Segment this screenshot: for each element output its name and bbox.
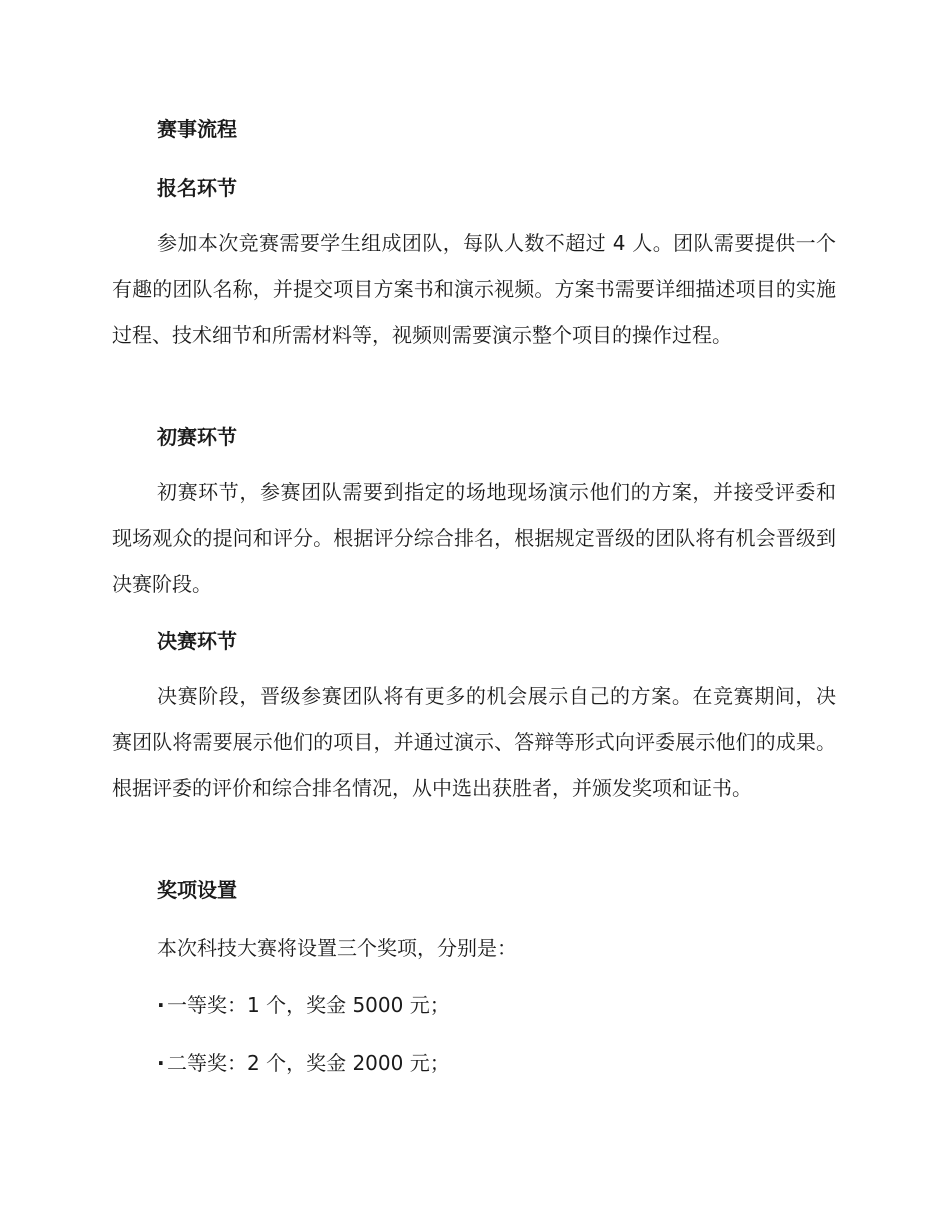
bullet-marker: · bbox=[157, 993, 165, 1017]
award-item-text: 一等奖：1 个，奖金 5000 元； bbox=[167, 993, 450, 1017]
awards-heading: 奖项设置 bbox=[157, 878, 237, 902]
final-heading: 决赛环节 bbox=[157, 629, 237, 653]
registration-heading: 报名环节 bbox=[157, 176, 237, 200]
bullet-marker: · bbox=[157, 1051, 165, 1075]
process-heading: 赛事流程 bbox=[157, 117, 237, 141]
award-item-first bbox=[157, 993, 450, 1017]
final-paragraph: 决赛阶段，晋级参赛团队将有更多的机会展示自己的方案。在竞赛期间，决赛团队将需要展示他们的项目，并通过演示、答辩等形式向评委展示他们的成果。根据评委的评价和综合排名情况，从中选出获胜者，并颁发奖项和证书。 bbox=[112, 684, 836, 800]
award-item-text: 二等奖：2 个，奖金 2000 元； bbox=[167, 1051, 450, 1075]
preliminary-heading: 初赛环节 bbox=[157, 425, 237, 449]
award-item-second bbox=[157, 1051, 450, 1075]
preliminary-paragraph: 初赛环节，参赛团队需要到指定的场地现场演示他们的方案，并接受评委和现场观众的提问和评分。根据评分综合排名，根据规定晋级的团队将有机会晋级到决赛阶段。 bbox=[112, 480, 836, 596]
registration-paragraph: 参加本次竞赛需要学生组成团队，每队人数不超过 4 人。团队需要提供一个有趣的团队名称，并提交项目方案书和演示视频。方案书需要详细描述项目的实施过程、技术细节和所需材料等，视频则需要演示整个项目的操作过程。 bbox=[112, 231, 836, 347]
awards-intro: 本次科技大赛将设置三个奖项，分别是： bbox=[157, 936, 517, 960]
